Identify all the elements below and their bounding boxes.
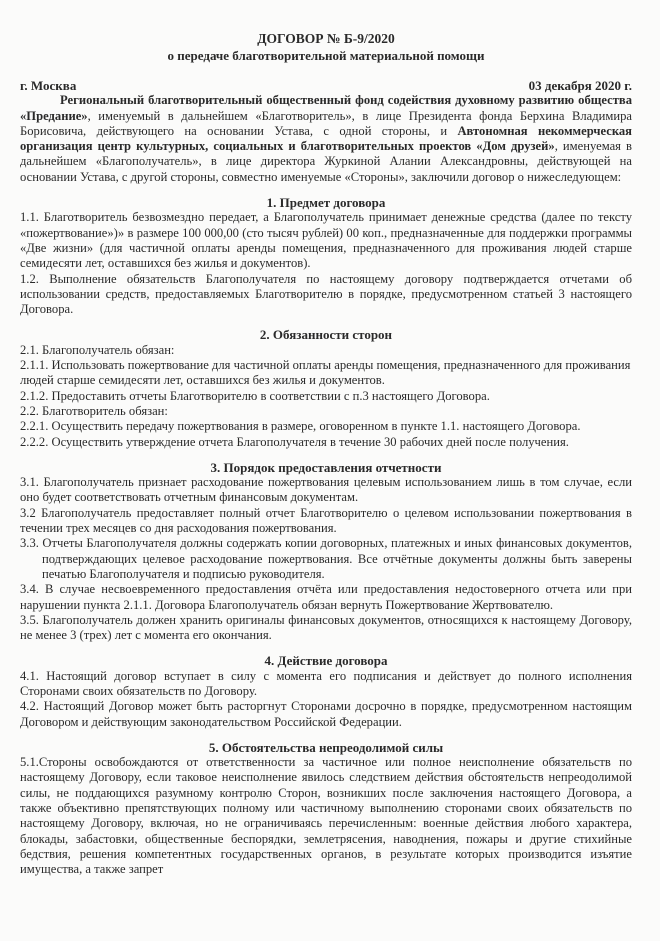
- clause: 5.1.Стороны освобождаются от ответственности за частичное или полное неисполнение обязательств по настоящему Договору, если таковое неисполнение явилось следствием действия обстоятельств непреодолимой силы, не поддающихся разумному контролю Сторон, возникших после заключения настоящего Договора, а также объективно препятствующих полному или частичному выполнению сторонами своих обязательств по настоящему Договору, включая, но не ограничиваясь перечисленным: военные действия любого характера, блокады, забастовки, общественные беспорядки, землетрясения, наводнения, пожары и другие стихийные бедствия, решения компетентных государственных органов, в результате которых производится изъятие имущества, а также запрет: [20, 755, 632, 877]
- clause: 1.2. Выполнение обязательств Благополучателя по настоящему договору подтверждается отчетами об использовании средств, предоставляемых Благотворителю в порядке, предусмотренном статьей 3 настоящего Договора.: [20, 271, 632, 317]
- clause: 3.4. В случае несвоевременного предоставления отчёта или предоставления недостоверного отчета или при нарушении пункта 2.1.1. Договора Благополучатель обязан вернуть Пожертвование Жертвователю.: [20, 582, 632, 612]
- document-subtitle: о передаче благотворительной материальной помощи: [167, 48, 485, 63]
- clause: 3.5. Благополучатель должен хранить оригиналы финансовых документов, относящихся к настоящему Договору, не менее 3 (трех) лет с момента его окончания.: [20, 612, 632, 643]
- city: г. Москва: [20, 78, 77, 93]
- clause: 2.2. Благотворитель обязан:: [20, 403, 168, 418]
- party-2: Автономная некоммерческая организация центр культурных, социальных и благотворительных проектов «Дом друзей»: [20, 123, 632, 154]
- document-title: ДОГОВОР № Б-9/2020: [257, 31, 395, 46]
- clause: 2.2.1. Осуществить передачу пожертвования в размере, оговоренном в пункте 1.1. настоящего Договора.: [20, 419, 581, 434]
- party-1: Региональный благотворительный общественный фонд содействия духовному развитию общества «Предание»: [20, 93, 632, 123]
- clause: 2.2.2. Осуществить утверждение отчета Благополучателя в течение 30 рабочих дней после получения.: [20, 434, 569, 449]
- clause: 2.1. Благополучатель обязан:: [20, 342, 175, 357]
- clause: 3.2 Благополучатель предоставляет полный отчет Благотворителю о целевом использовании пожертвования в течении трех месяцев со дня расходования пожертвования.: [20, 505, 632, 536]
- place-date-row: [20, 78, 632, 93]
- clause: 1.1. Благотворитель безвозмездно передает, а Благополучатель принимает денежные средства (далее по тексту «пожертвование»)» в размере 100 000,00 (сто тысяч рублей) 00 коп., предназначенные для поддержки программы «Две жизни» (для частичной оплаты аренды помещения, предназначенного для проживания людей старше семидесяти лет, оставшихся без жилья и документов).: [20, 210, 632, 271]
- contract-document: [20, 30, 632, 878]
- clause: 2.1.1. Использовать пожертвование для частичной оплаты аренды помещения, предназначенного для проживания людей старше семидесяти лет, оставшихся без жилья и документов.: [20, 358, 631, 388]
- clause: 2.1.2. Предоставить отчеты Благотворителю в соответствии с п.3 настоящего Договора.: [20, 388, 490, 403]
- section-1-heading: 1. Предмет договора: [266, 195, 386, 211]
- section-2-heading: 2. Обязанности сторон: [259, 327, 393, 343]
- preamble-text-1: , именуемый в дальнейшем «Благотворитель», в лице Президента фонда Берхина Владимира Борисовича, действующего на основании Устава, с одной стороны, и: [20, 108, 632, 138]
- clause: 3.3. Отчеты Благополучателя должны содержать копии договорных, платежных и иных финансовых документов, подтверждающих целевое расходование пожертвования. Все отчётные документы должны быть заверены печатью Благополучателя и подписью руководителя.: [20, 536, 632, 581]
- section-3-heading: 3. Порядок предоставления отчетности: [210, 459, 442, 475]
- section-4-heading: 4. Действие договора: [264, 653, 388, 669]
- date: 03 декабря 2020 г.: [528, 78, 632, 93]
- clause: 4.2. Настоящий Договор может быть расторгнут Сторонами досрочно в порядке, предусмотренном настоящим Договором и действующим законодательством Российской Федерации.: [20, 699, 632, 729]
- preamble: [20, 93, 632, 185]
- preamble-text-2: , именуемая в дальнейшем «Благополучатель», в лице директора Журкиной Алании Александровны, действующей на основании Устава, с другой стороны, совместно именуемые «Стороны», заключили договор о нижеследующем:: [20, 139, 632, 184]
- clause: 3.1. Благополучатель признает расходование пожертвования целевым использованием лишь в том случае, если оно будет соответствовать отчетным финансовым документам.: [20, 475, 632, 505]
- section-5-heading: 5. Обстоятельства непреодолимой силы: [208, 739, 444, 755]
- clause: 4.1. Настоящий договор вступает в силу с момента его подписания и действует до полного исполнения Сторонами своих обязательств по Договору.: [20, 668, 632, 698]
